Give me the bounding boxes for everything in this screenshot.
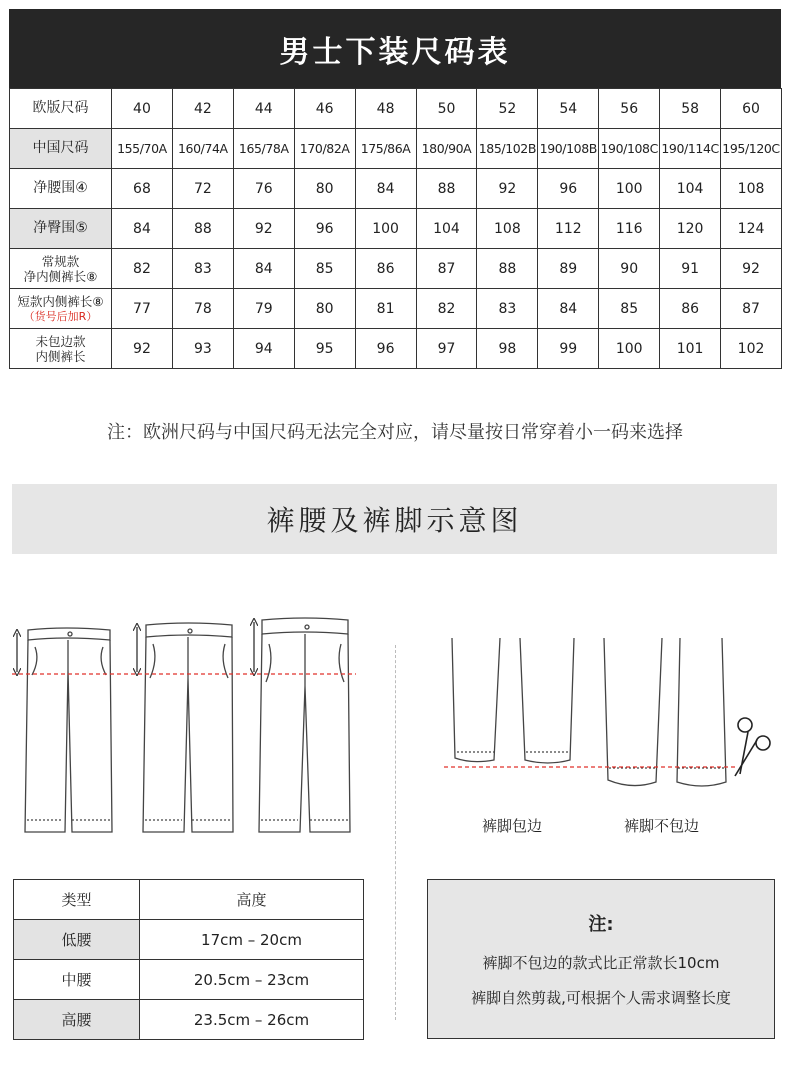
table-cell: 87	[416, 249, 477, 289]
row-header-line: 未包边款	[35, 333, 86, 349]
mid-waist-pants-icon	[137, 623, 233, 832]
table-cell: 98	[477, 329, 538, 369]
table-cell: 116	[599, 209, 660, 249]
row-header-subnote: （货号后加R）	[23, 309, 98, 323]
table-cell: 79	[233, 289, 294, 329]
row-header: 中国尺码	[10, 129, 112, 169]
row-header-line: 常规款	[41, 253, 80, 269]
table-cell: 94	[233, 329, 294, 369]
table-cell: 83	[172, 249, 233, 289]
waist-height-table	[13, 879, 364, 1040]
size-chart-table	[9, 88, 782, 369]
hem-note-box	[427, 879, 775, 1039]
table-cell: 88	[172, 209, 233, 249]
table-cell: 85	[294, 249, 355, 289]
table-cell: 92	[112, 329, 173, 369]
table-cell: 86	[355, 249, 416, 289]
table-row	[10, 209, 782, 249]
table-cell: 195/120C	[721, 129, 782, 169]
table-cell: 54	[538, 89, 599, 129]
table-row	[10, 329, 782, 369]
table-cell: 72	[172, 169, 233, 209]
table-cell: 92	[233, 209, 294, 249]
table-cell: 165/78A	[233, 129, 294, 169]
table-cell: 170/82A	[294, 129, 355, 169]
caption-unhemmed: 裤脚不包边	[624, 817, 700, 835]
table-cell: 23.5cm – 26cm	[140, 1000, 364, 1040]
table-cell: 52	[477, 89, 538, 129]
table-cell: 120	[660, 209, 721, 249]
table-cell: 84	[233, 249, 294, 289]
table-cell: 180/90A	[416, 129, 477, 169]
table-cell: 17cm – 20cm	[140, 920, 364, 960]
high-waist-pants-icon	[254, 618, 350, 832]
table-cell: 81	[355, 289, 416, 329]
table-cell: 160/74A	[172, 129, 233, 169]
table-cell: 185/102B	[477, 129, 538, 169]
table-row	[14, 920, 364, 960]
table-cell: 77	[112, 289, 173, 329]
table-cell: 83	[477, 289, 538, 329]
table-cell: 175/86A	[355, 129, 416, 169]
table-cell: 97	[416, 329, 477, 369]
table-cell: 108	[721, 169, 782, 209]
table-cell: 101	[660, 329, 721, 369]
table-cell: 88	[416, 169, 477, 209]
table-cell: 91	[660, 249, 721, 289]
diagram-title: 裤腰及裤脚示意图	[12, 484, 777, 554]
row-header-line: 内侧裤长	[35, 348, 86, 364]
table-row	[10, 289, 782, 329]
table-cell: 87	[721, 289, 782, 329]
table-cell: 低腰	[14, 920, 140, 960]
table-cell: 50	[416, 89, 477, 129]
table-row	[10, 129, 782, 169]
hemmed-legs-icon	[452, 638, 574, 763]
table-cell: 82	[112, 249, 173, 289]
table-cell: 42	[172, 89, 233, 129]
table-cell: 96	[355, 329, 416, 369]
caption-hemmed: 裤脚包边	[482, 817, 543, 835]
table-cell: 60	[721, 89, 782, 129]
table-cell: 108	[477, 209, 538, 249]
row-header	[10, 289, 112, 329]
table-cell: 58	[660, 89, 721, 129]
table-cell: 48	[355, 89, 416, 129]
table-cell: 中腰	[14, 960, 140, 1000]
table-row	[10, 249, 782, 289]
table-cell: 190/108C	[599, 129, 660, 169]
table-cell: 100	[599, 329, 660, 369]
table-row	[10, 169, 782, 209]
table-cell: 102	[721, 329, 782, 369]
size-note: 注：欧洲尺码与中国尺码无法完全对应，请尽量按日常穿着小一码来选择	[107, 422, 683, 443]
table-cell: 76	[233, 169, 294, 209]
table-cell: 78	[172, 289, 233, 329]
row-header-line: 短款内侧裤长⑧	[17, 293, 104, 309]
table-cell: 84	[538, 289, 599, 329]
table-cell: 46	[294, 89, 355, 129]
table-cell: 155/70A	[112, 129, 173, 169]
table-cell: 80	[294, 169, 355, 209]
table-cell: 100	[599, 169, 660, 209]
note-line: 裤脚自然剪裁,可根据个人需求调整长度	[471, 989, 731, 1007]
column-header: 类型	[14, 880, 140, 920]
row-header	[10, 329, 112, 369]
table-cell: 190/108B	[538, 129, 599, 169]
table-cell: 89	[538, 249, 599, 289]
table-cell: 80	[294, 289, 355, 329]
size-chart-title: 男士下装尺码表	[9, 9, 781, 88]
table-cell: 99	[538, 329, 599, 369]
table-header-row	[14, 880, 364, 920]
table-cell: 124	[721, 209, 782, 249]
row-header: 净臀围⑤	[10, 209, 112, 249]
table-cell: 20.5cm – 23cm	[140, 960, 364, 1000]
column-header: 高度	[140, 880, 364, 920]
low-waist-pants-icon	[17, 628, 112, 832]
table-cell: 86	[660, 289, 721, 329]
row-header: 欧版尺码	[10, 89, 112, 129]
note-line: 裤脚不包边的款式比正常款长10cm	[482, 954, 720, 972]
table-cell: 85	[599, 289, 660, 329]
table-row	[14, 960, 364, 1000]
table-cell: 95	[294, 329, 355, 369]
row-header: 净腰围④	[10, 169, 112, 209]
table-cell: 90	[599, 249, 660, 289]
row-header	[10, 249, 112, 289]
table-cell: 56	[599, 89, 660, 129]
table-cell: 88	[477, 249, 538, 289]
note-heading: 注:	[588, 914, 614, 935]
row-header-line: 净内侧裤长⑧	[23, 268, 98, 284]
unhemmed-legs-icon	[604, 638, 726, 786]
table-cell: 82	[416, 289, 477, 329]
table-row	[14, 1000, 364, 1040]
table-cell: 44	[233, 89, 294, 129]
table-cell: 190/114C	[660, 129, 721, 169]
table-cell: 高腰	[14, 1000, 140, 1040]
table-row	[10, 89, 782, 129]
table-cell: 112	[538, 209, 599, 249]
section-divider	[395, 645, 396, 1020]
table-cell: 40	[112, 89, 173, 129]
table-cell: 104	[416, 209, 477, 249]
table-cell: 68	[112, 169, 173, 209]
table-cell: 96	[538, 169, 599, 209]
table-cell: 93	[172, 329, 233, 369]
scissors-icon	[735, 718, 770, 776]
table-cell: 84	[355, 169, 416, 209]
table-cell: 84	[112, 209, 173, 249]
table-cell: 96	[294, 209, 355, 249]
table-cell: 92	[477, 169, 538, 209]
table-cell: 92	[721, 249, 782, 289]
table-cell: 100	[355, 209, 416, 249]
table-cell: 104	[660, 169, 721, 209]
